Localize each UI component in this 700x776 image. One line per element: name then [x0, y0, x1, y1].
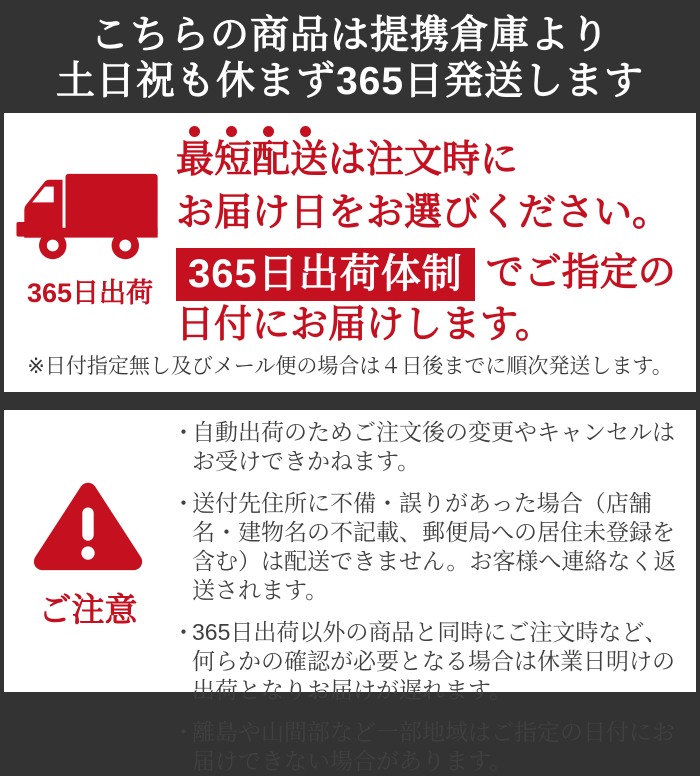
headline-line-4: 日付にお届けします。: [176, 303, 553, 346]
warning-triangle-icon: [31, 476, 145, 575]
list-item-text: 365日出荷以外の商品と同時にご注文時など、何らかの確認が必要となる場合は休業日明けの出荷となりお届けが遅れます。: [192, 619, 675, 703]
caution-left-column: [4, 410, 172, 692]
shipping-main: [4, 113, 696, 350]
headline-line-1: 最短配送は注文時に: [176, 139, 519, 181]
headline-line-3: [176, 248, 696, 301]
emphasis-dots: [189, 126, 696, 137]
caution-panel: [4, 410, 696, 774]
shipping-note: ※日付指定無し及びメール便の場合は４日後までに順次発送します。: [27, 355, 673, 378]
truck-label: 365日出荷: [26, 278, 154, 308]
list-item: [172, 618, 680, 705]
emphasis-dot: [226, 126, 237, 137]
banner-line-2: 土日祝も休まず365日発送します: [55, 60, 645, 103]
caution-list: [172, 410, 696, 774]
bullet-marker: ・: [172, 419, 195, 445]
emphasis-dot: [263, 126, 274, 137]
delivery-truck-icon: [16, 169, 164, 269]
list-item-text: 送付先住所に不備・誤りがあった場合（店舗名・建物名の不記載、郵便局への居住未登録を含む）は配送できません。お客様へ連絡なく返送されます。: [192, 490, 677, 603]
list-item: [172, 489, 680, 605]
list-item-text: 自動出荷のためご注文後の変更やキャンセルはお受けできかねます。: [192, 419, 675, 474]
bullet-marker: ・: [172, 619, 195, 645]
headline-line-2: お届け日をお選びください。: [176, 191, 671, 234]
list-item: [172, 718, 680, 776]
highlight-badge: 365日出荷体制: [176, 248, 475, 301]
shipping-right-column: [176, 113, 696, 350]
bullet-marker: ・: [172, 490, 195, 516]
banner-line-1: こちらの商品は提携倉庫より: [89, 14, 610, 57]
bullet-marker: ・: [172, 719, 195, 745]
emphasis-dot: [300, 126, 311, 137]
shipping-panel: [4, 113, 696, 392]
list-item-text: 離島や山間部など一部地域はご指定の日付にお届けできない場合があります。: [192, 719, 675, 774]
shipping-left-column: [4, 113, 176, 350]
caution-label: ご注意: [38, 591, 138, 628]
headline-line-3-rest: でご指定の: [485, 252, 676, 295]
header-banner: [0, 0, 700, 113]
list-item: [172, 418, 680, 476]
emphasis-dot: [189, 126, 200, 137]
